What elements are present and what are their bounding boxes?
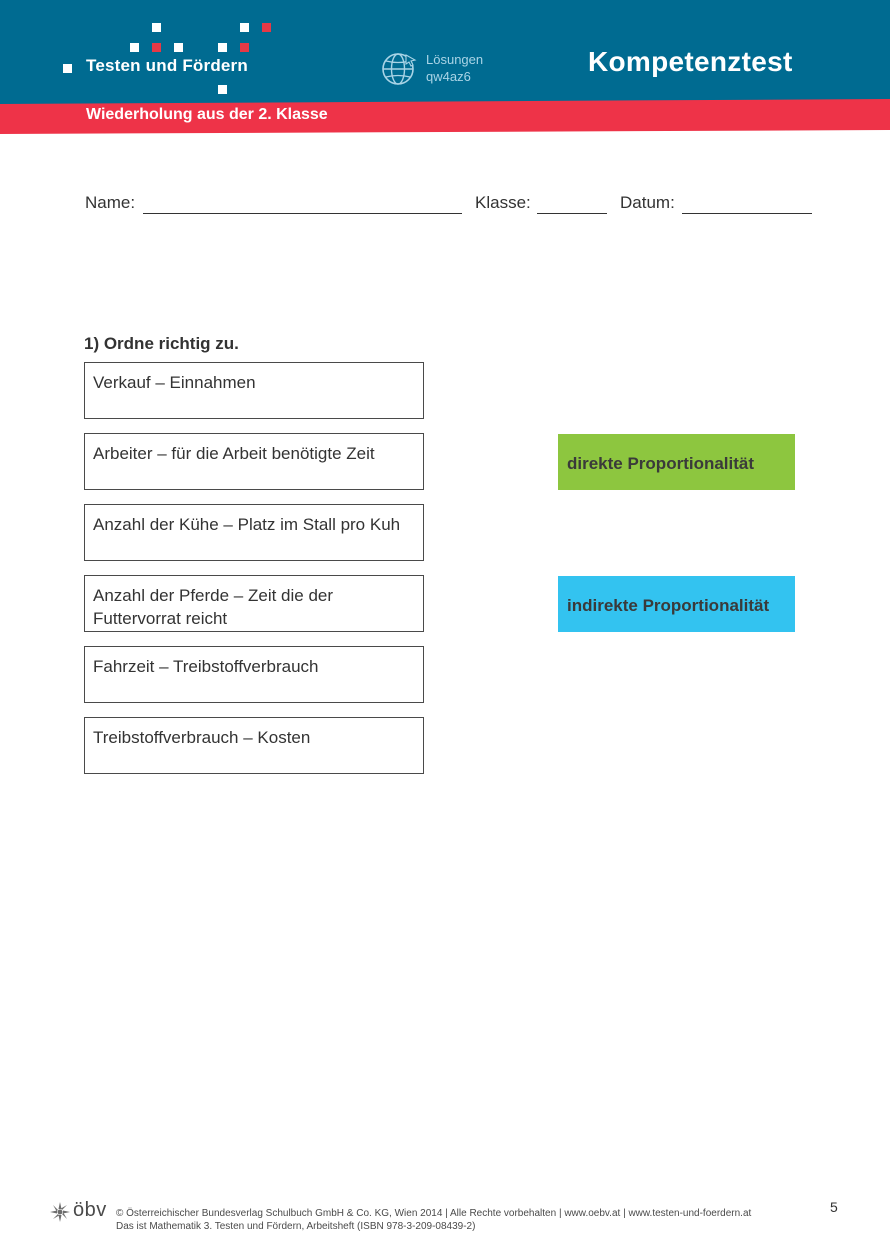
footer-book: Das ist Mathematik 3. Testen und Fördern, Arbeitsheft (ISBN 978-3-209-08439-2) [116,1221,476,1232]
name-label: Name: [85,193,136,212]
category-direct[interactable]: direkte Proportionalität [558,434,795,490]
pair-box-4[interactable]: Anzahl der Pferde – Zeit die der Futtervorrat reicht [84,575,424,632]
brand-name: Testen und Fördern [86,56,248,75]
date-field[interactable] [682,213,812,214]
class-field[interactable] [537,213,607,214]
pair-box-3[interactable]: Anzahl der Kühe – Platz im Stall pro Kuh [84,504,424,561]
solutions-code[interactable]: qw4az6 [426,69,471,84]
page-number: 5 [830,1199,838,1215]
category-indirect[interactable]: indirekte Proportionalität [558,576,795,632]
task-title: 1) Ordne richtig zu. [84,334,239,353]
page-title: Kompetenztest [588,46,793,77]
publisher-logo: öbv [73,1199,107,1221]
pair-box-1[interactable]: Verkauf – Einnahmen [84,362,424,419]
date-label: Datum: [620,193,675,212]
pair-box-6[interactable]: Treibstoffverbrauch – Kosten [84,717,424,774]
subtitle: Wiederholung aus der 2. Klasse [86,106,328,123]
class-label: Klasse: [475,193,531,212]
pair-box-5[interactable]: Fahrzeit – Treibstoffverbrauch [84,646,424,703]
pair-box-2[interactable]: Arbeiter – für die Arbeit benötigte Zeit [84,433,424,490]
footer-copyright: © Österreichischer Bundesverlag Schulbuch GmbH & Co. KG, Wien 2014 | Alle Rechte vorbehalten | www.oebv.at | www.testen-und-foerdern.at [116,1208,752,1219]
publisher-logo-icon [49,1201,71,1223]
name-field[interactable] [143,213,462,214]
solutions-label[interactable]: Lösungen [426,52,484,67]
